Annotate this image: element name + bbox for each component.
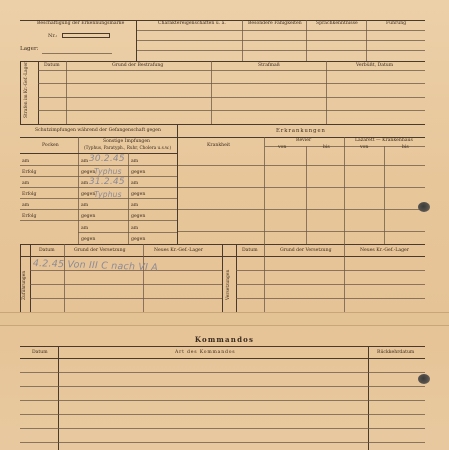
card-fold-strip — [0, 312, 449, 326]
label-verbuesst: Verbüßt, Datum — [356, 63, 394, 68]
punch-hole — [418, 374, 430, 384]
rule — [20, 386, 425, 387]
rule — [222, 244, 223, 312]
rule — [58, 346, 59, 450]
rule — [236, 270, 425, 271]
label-revier-bis: bis — [323, 145, 330, 150]
label-gegen: gegen — [131, 237, 146, 242]
rule — [177, 124, 178, 244]
rule — [64, 244, 65, 312]
label-impfungen-header: Schutzimpfungen während der Gefangenschaft gegen — [35, 128, 161, 133]
rule — [20, 372, 425, 373]
rule — [264, 244, 265, 312]
rule — [38, 83, 425, 84]
label-charakter: Charaktereigenschaften u. a. — [158, 21, 226, 26]
rule — [236, 298, 425, 299]
handwritten-typhus-2: Typhus — [94, 190, 122, 199]
label-fuehrung: Führung — [386, 21, 407, 26]
label-am: am — [22, 203, 30, 208]
label-lager: Lager: — [20, 46, 39, 52]
rule — [30, 284, 222, 285]
label-erkrankungen-header: Erkrankungen — [276, 128, 326, 134]
rule — [366, 20, 367, 62]
handwritten-typhus-1: Typhus — [94, 167, 122, 176]
rule — [30, 244, 31, 312]
label-lazarett-von: von — [360, 145, 369, 150]
handwritten-date-2: 31.2.45 — [89, 177, 125, 187]
label-am: am — [81, 203, 89, 208]
rule — [20, 428, 425, 429]
rule — [344, 137, 345, 244]
rule — [236, 244, 237, 312]
rule — [306, 20, 307, 62]
rule — [20, 187, 177, 188]
label-sonstige-sub: (Typhus, Paratyph., Ruhr, Cholera u.s.w.) — [84, 145, 172, 150]
handwritten-transfer-entry: 4.2.45 Von III C nach VI A — [32, 258, 159, 274]
rule — [38, 70, 425, 71]
label-ver-datum: Datum — [242, 248, 258, 253]
label-lazarett: Lazarett — Krankenhaus — [355, 138, 413, 143]
label-erfolg: Erfolg — [22, 170, 37, 175]
label-kommandos-art: Art des Kommandos — [175, 350, 236, 355]
label-am: am — [131, 159, 139, 164]
label-am: am — [81, 226, 89, 231]
label-krankheit: Krankheit — [207, 143, 231, 148]
label-strafmass: Strafmaß — [258, 63, 280, 68]
rule — [20, 209, 177, 210]
label-gegen: gegen — [131, 192, 146, 197]
rule — [20, 358, 425, 359]
label-gegen: gegen — [131, 170, 146, 175]
label-ver-neues: Neues Kr.-Gef.-Lager — [360, 248, 409, 253]
rule — [20, 124, 425, 125]
label-revier: Revier — [296, 138, 312, 143]
rule — [20, 61, 21, 124]
label-gegen: gegen — [131, 214, 146, 219]
rule — [306, 146, 307, 244]
label-sonstige: Sonstige Impfungen — [103, 139, 151, 144]
label-gegen: gegen — [81, 192, 96, 197]
label-strafen-grund: Grund der Bestrafung — [112, 63, 164, 68]
handwritten-date-1: 30.2.45 — [89, 154, 125, 164]
side-label-versetzungen: Versetzungen — [226, 269, 231, 300]
rule — [265, 146, 425, 147]
rule — [178, 187, 425, 188]
rule — [38, 110, 425, 111]
rule — [178, 231, 425, 232]
rule — [236, 284, 425, 285]
rule — [344, 244, 345, 312]
rule — [128, 153, 129, 244]
label-am: am — [131, 181, 139, 186]
label-zu-datum: Datum — [39, 248, 55, 253]
label-am: am — [22, 181, 30, 186]
label-lazarett-bis: bis — [402, 145, 409, 150]
label-ver-grund: Grund der Versetzung — [280, 248, 332, 253]
label-gegen: gegen — [81, 170, 96, 175]
rule — [137, 40, 425, 41]
rule — [38, 97, 425, 98]
rule — [178, 165, 425, 166]
rule — [178, 209, 425, 210]
rule — [264, 137, 265, 244]
rule — [20, 61, 425, 62]
label-rueckkehr: Rückkehrdatum — [377, 350, 415, 355]
label-kommandos-datum: Datum — [32, 350, 48, 355]
punch-hole — [418, 202, 430, 212]
label-gegen: gegen — [81, 214, 96, 219]
label-nr: Nr.: — [48, 33, 58, 39]
rule — [136, 20, 137, 62]
rule — [42, 53, 112, 54]
side-label-zufuehrungen: Zuführungen — [22, 270, 27, 300]
label-gegen: gegen — [81, 237, 96, 242]
rule — [30, 298, 222, 299]
rule — [20, 165, 177, 166]
label-am: am — [81, 181, 89, 186]
rule — [384, 146, 385, 244]
rule — [20, 414, 425, 415]
label-zu-grund: Grund der Versetzung — [74, 248, 126, 253]
rule — [20, 220, 177, 221]
rule — [20, 346, 425, 347]
label-zu-neues: Neues Kr.-Gef.-Lager — [154, 248, 203, 253]
label-strafen-datum: Datum — [44, 63, 60, 68]
rule — [368, 346, 369, 450]
kommandos-title: Kommandos — [194, 335, 255, 344]
label-erfolg: Erfolg — [22, 192, 37, 197]
label-am: am — [131, 226, 139, 231]
label-pocken: Pocken — [42, 143, 59, 148]
label-erfolg: Erfolg — [22, 214, 37, 219]
rule — [20, 442, 425, 443]
label-am: am — [81, 159, 89, 164]
label-sprachen: Sprachkenntnisse — [316, 21, 358, 26]
nr-box — [62, 33, 110, 38]
rule — [137, 30, 425, 31]
rule — [20, 244, 21, 312]
side-label-strafen: Strafen im Kr.-Gef.-Lager — [24, 61, 29, 118]
rule — [143, 244, 144, 312]
label-am: am — [131, 203, 139, 208]
rule — [20, 400, 425, 401]
label-revier-von: von — [278, 145, 287, 150]
rule — [242, 20, 243, 62]
label-beschaeftigung: Beschäftigung der Erkennungsmarke — [37, 21, 125, 26]
rule — [137, 50, 425, 51]
label-faehigkeiten: Besondere Fähigkeiten — [248, 21, 302, 26]
label-am: am — [22, 159, 30, 164]
